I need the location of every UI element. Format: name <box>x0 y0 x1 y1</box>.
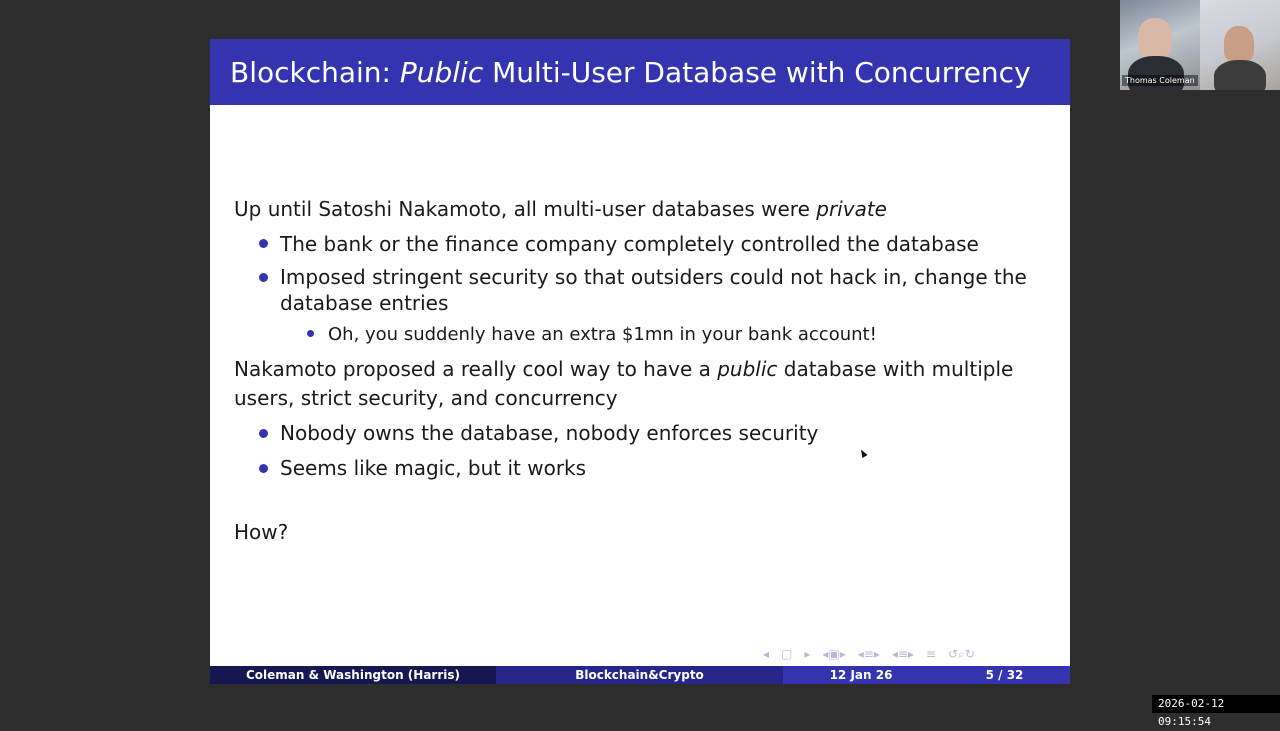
bullet-dot <box>259 464 268 473</box>
intro-line <box>234 197 887 221</box>
subsection-icon[interactable]: ◂≡▸ <box>857 647 880 661</box>
video-tile-speaker[interactable] <box>1120 0 1200 90</box>
presentation-slide <box>210 39 1070 684</box>
title-prefix: Blockchain: <box>230 55 400 89</box>
video-tile-participant[interactable] <box>1200 0 1280 90</box>
slide-title-bar <box>210 39 1070 105</box>
timestamp: 2026-02-12 09:15:54 <box>1152 695 1280 713</box>
intro-text: Up until Satoshi Nakamoto, all multi-user databases were <box>234 197 817 221</box>
bullet-dot <box>259 429 268 438</box>
section-icon[interactable]: ◂▣▸ <box>822 647 846 661</box>
sub-bullet-dot <box>307 330 314 337</box>
bullet-item: The bank or the finance company completely controlled the database <box>280 232 979 256</box>
nav-right-icon[interactable]: ▸ <box>804 647 811 661</box>
intro-italic: private <box>816 197 887 221</box>
bullet-item: Seems like magic, but it works <box>280 456 587 480</box>
bullet-item: Nobody owns the database, nobody enforces security <box>280 421 819 445</box>
bullet-dot <box>259 273 268 282</box>
footer-page: 5 / 32 <box>985 668 1024 682</box>
bullet-dot <box>259 239 268 248</box>
nav-left-icon[interactable]: ◂ <box>763 647 770 661</box>
participant-body <box>1214 60 1266 90</box>
title-suffix: Multi-User Database with Concurrency <box>483 55 1031 89</box>
para2-line1 <box>234 357 1013 381</box>
search-icon[interactable]: ≡ <box>926 647 937 661</box>
footer-right <box>783 666 1070 684</box>
list-icon[interactable]: ◂≡▸ <box>891 647 915 661</box>
footer-authors: Coleman & Washington (Harris) <box>210 666 496 684</box>
bullet-item-continued: database entries <box>280 291 449 315</box>
para2-line2: users, strict security, and concurrency <box>234 386 618 410</box>
loop-icon[interactable]: ↺⌕↻ <box>948 646 975 661</box>
para2-suffix: database with multiple <box>777 357 1014 381</box>
slide-title <box>210 56 1031 89</box>
sub-bullet-item: Oh, you suddenly have an extra $1mn in your bank account! <box>328 324 877 345</box>
para2-text: Nakamoto proposed a really cool way to have a <box>234 357 718 381</box>
frame-icon[interactable]: ▢ <box>781 647 793 661</box>
participant-face <box>1224 26 1254 62</box>
question-text: How? <box>234 520 289 544</box>
beamer-navigation <box>763 646 1063 662</box>
title-italic: Public <box>399 55 484 89</box>
para2-italic: public <box>717 357 778 381</box>
participant-face <box>1138 18 1172 58</box>
participant-name: Thomas Coleman <box>1122 75 1198 86</box>
slide-footer <box>210 666 1070 684</box>
footer-course: Blockchain&Crypto <box>496 666 783 684</box>
footer-date: 12 Jan 26 <box>829 668 893 682</box>
bullet-item: Imposed stringent security so that outsiders could not hack in, change the <box>280 265 1027 289</box>
